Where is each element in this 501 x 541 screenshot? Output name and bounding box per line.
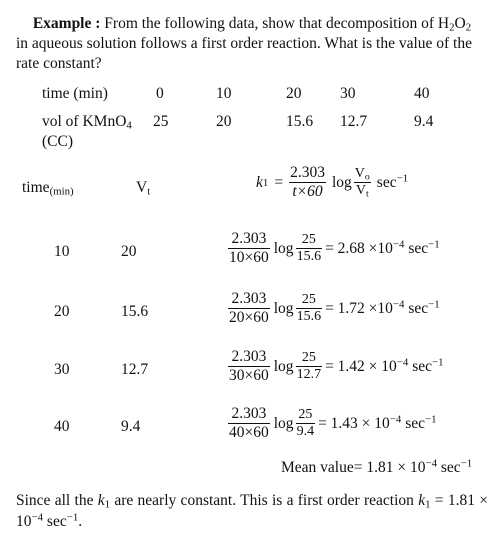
row-fraction: $\frac{2.303}{40\times 60}$	[229, 405, 269, 441]
row-equation: $\frac{2.303}{10\times 60}$ log $\frac{25}{15.6}$ = $2.68 \times 10^{-4}$ $\sec^{-1}$	[229, 230, 440, 266]
formula-fraction: $\frac{2.303}{t\times 60}$	[290, 164, 325, 200]
row-vt: 9.4	[121, 418, 141, 435]
row-time: 30	[54, 361, 70, 378]
row-vt: 15.6	[121, 303, 149, 320]
data-table-vol-15-6: 15.6	[286, 113, 314, 130]
row-fraction: $\frac{2.303}{10\times 60}$	[229, 230, 269, 266]
row-result: = $1.43 \times 10^{-4}$ $\sec^{-1}$	[318, 413, 437, 432]
data-table-vol-25: 25	[153, 113, 169, 130]
row-vt: 20	[121, 243, 137, 260]
rate-constant-formula: k 1 = $\frac{2.303}{t\times 60}$ log $\frac{V_o}{V_t}$ $\sec^{-1}$	[256, 164, 409, 200]
data-table-time-label: time (min)	[42, 85, 108, 102]
data-table-vol-12-7: 12.7	[340, 113, 368, 130]
row-time: 20	[54, 303, 70, 320]
row-time: 10	[54, 243, 70, 260]
example-statement	[16, 14, 488, 74]
conclusion: Since all the $k_1$ are nearly constant. This is a first order reaction $k_1 = 1.81 \times 10^{-4}$ $\sec^{-1}$.	[16, 492, 488, 530]
row-log-ratio: $\frac{25}{15.6}$	[296, 232, 322, 264]
data-table-vol-20: 20	[216, 113, 232, 130]
row-equation: $\frac{2.303}{40\times 60}$ log $\frac{25}{9.4}$ = $1.43 \times 10^{-4}$ $\sec^{-1}$	[229, 405, 437, 441]
row-equation: $\frac{2.303}{30\times 60}$ log $\frac{25}{12.7}$ = $1.42 \times 10^{-4}$ $\sec^{-1}$	[229, 348, 444, 384]
row-time: 40	[54, 418, 70, 435]
row-fraction: $\frac{2.303}{20\times 60}$	[229, 290, 269, 326]
data-table-volume-unit: (CC)	[42, 133, 73, 150]
example-question: in aqueous solution follows a first order reaction. What is the value of the rate constant?	[16, 35, 472, 72]
data-table-time-20: 20	[286, 85, 302, 102]
row-result: = $2.68 \times 10^{-4}$ $\sec^{-1}$	[325, 238, 440, 257]
row-result: = $1.72 \times 10^{-4}$ $\sec^{-1}$	[325, 298, 440, 317]
formula-volume-ratio: $\frac{V_o}{V_t}$	[354, 166, 370, 200]
data-table-vol-9-4: 9.4	[414, 113, 434, 130]
row-fraction: $\frac{2.303}{30\times 60}$	[229, 348, 269, 384]
row-log-ratio: $\frac{25}{15.6}$	[296, 292, 322, 324]
data-table-volume-label: vol of KMnO$_4$	[42, 113, 132, 132]
example-first-line: Example : From the following data, show that decomposition of $H_2O_2$	[32, 15, 472, 34]
row-log-ratio: $\frac{25}{9.4}$	[296, 407, 315, 439]
row-equation: $\frac{2.303}{20\times 60}$ log $\frac{25}{15.6}$ = $1.72 \times 10^{-4}$ $\sec^{-1}$	[229, 290, 440, 326]
row-log-ratio: $\frac{25}{12.7}$	[296, 350, 322, 382]
data-table-time-10: 10	[216, 85, 232, 102]
data-table-time-30: 30	[340, 85, 356, 102]
example-label: Example :	[32, 15, 101, 32]
mean-value: Mean value= $1.81 \times 10^{-4}$ $\sec^{-1}$	[281, 457, 473, 476]
vt-column-header: $V_t$	[136, 179, 151, 198]
data-table-time-40: 40	[414, 85, 430, 102]
time-column-header: time$_{(min)}$	[22, 179, 74, 198]
data-table-time-0: 0	[156, 85, 164, 102]
row-result: = $1.42 \times 10^{-4}$ $\sec^{-1}$	[325, 356, 444, 375]
row-vt: 12.7	[121, 361, 149, 378]
